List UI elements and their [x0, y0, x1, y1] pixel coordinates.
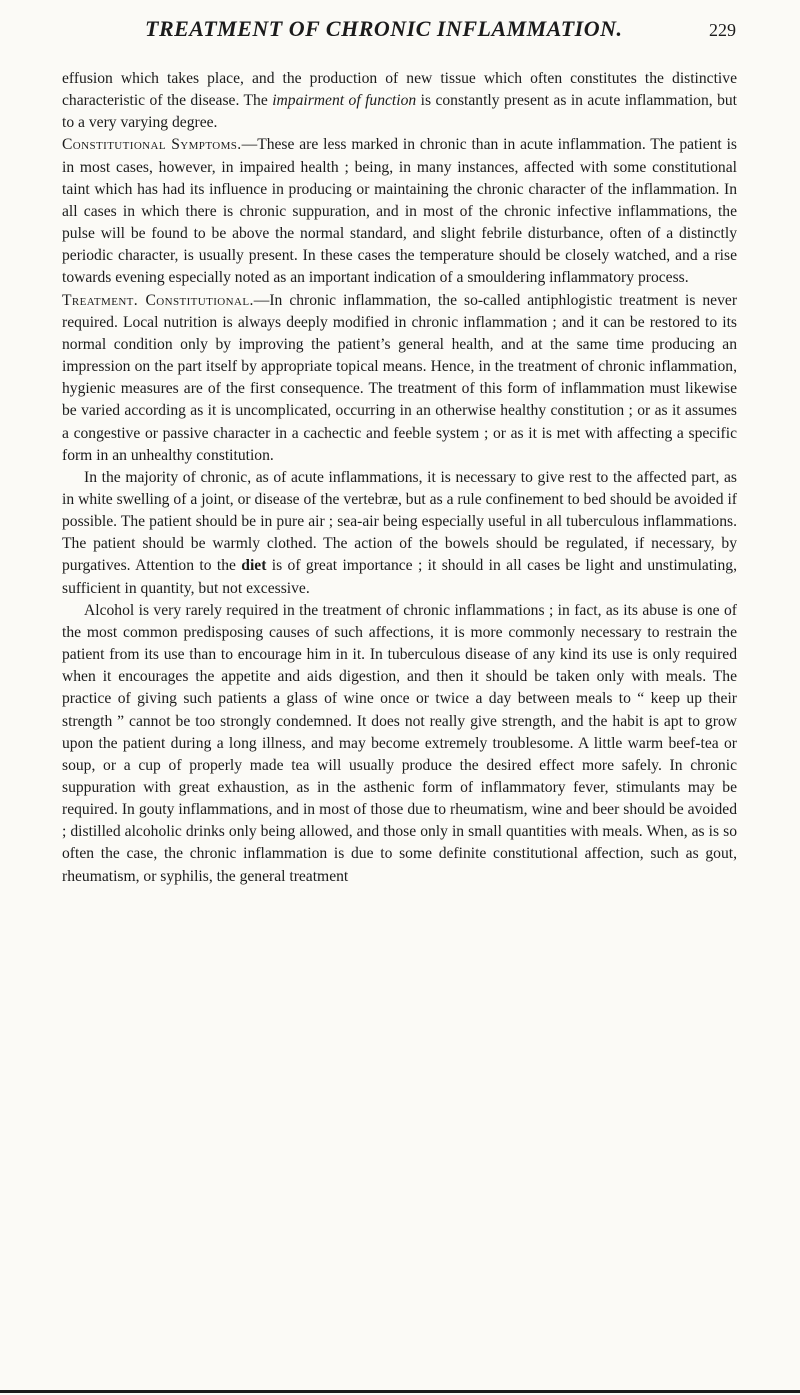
paragraph-effusion [62, 68, 737, 134]
running-title: TREATMENT OF CHRONIC INFLAMMATION. [145, 16, 623, 41]
impairment-of-function-emphasis: impairment of function [272, 92, 417, 110]
running-head [0, 14, 800, 54]
treatment-constitutional-text: —In chronic inflammation, the so-called antiphlogistic treatment is never required. Local nutrition is always deeply modified in chronic inflammation ; and it can be restored to its normal condition only by improving the patient’s general health, and at the same time producing an impression on the part itself by appropriate topical means. Hence, in the treatment of chronic inflammation, hygienic measures are of the first consequence. The treatment of this form of inflammation must likewise be varied according as it is uncomplicated, occurring in an otherwise healthy constitution ; or as it assumes a congestive or passive character in a cachectic and feeble system ; or as it is met with affecting a specific form in an unhealthy constitution. [62, 291, 738, 464]
bottom-rule [0, 1390, 800, 1393]
paragraph-rest-and-diet [62, 467, 737, 600]
paragraph-effusion-text-b: is constantly present as in acute inflammation, but to a very varying degree. [62, 92, 737, 132]
constitutional-symptoms-text: —These are less marked in chronic than in acute inflammation. The patient is in most cases, however, in impaired health ; being, in many instances, affected with some constitutional taint which has had its influence in producing or maintaining the chronic character of the inflammation. In all cases in which there is chronic suppuration, and in most of the chronic infective inflammations, the pulse will be found to be above the normal standard, and slight febrile disturbance, often of a distinctly periodic character, is usually present. In these cases the temperature should be closely watched, and a rise towards evening especially noted as an important indication of a smouldering inflammatory process. [62, 136, 737, 287]
paragraph-effusion-text-a: effusion which takes place, and the production of new tissue which often constitutes the distinctive characteristic of the disease. The [62, 70, 737, 110]
rest-and-diet-text-b: is of great importance ; it should in all cases be light and unstimulating, sufficient in quantity, but not excessive. [62, 557, 737, 597]
treatment-constitutional-heading: Treatment. Constitutional. [62, 291, 254, 309]
paragraph-alcohol [62, 600, 737, 888]
rest-and-diet-text-a: In the majority of chronic, as of acute inflammations, it is necessary to give rest to the affected part, as in white swelling of a joint, or disease of the vertebræ, but as a rule confinement to bed should be avoided if possible. The patient should be in pure air ; sea-air being especially useful in all tuberculous inflammations. The patient should be warmly clothed. The action of the bowels should be regulated, if necessary, by purgatives. Attention to the [62, 468, 737, 575]
page-number: 229 [709, 20, 736, 40]
body-text [62, 68, 737, 888]
paragraph-constitutional-symptoms [62, 134, 737, 289]
alcohol-text: Alcohol is very rarely required in the treatment of chronic inflammations ; in fact, as its abuse is one of the most common predisposing causes of such affections, it is more commonly necessary to restrain the patient from its use than to encourage him in it. In tuberculous disease of any kind its use is only required when it encourages the appetite and aids digestion, and then it should be taken only with meals. The practice of giving such patients a glass of wine once or twice a day between meals to “ keep up their strength ” cannot be too strongly condemned. It does not really give strength, and the habit is apt to grow upon the patient during a long illness, and may become extremely troublesome. A little warm beef-tea or soup, or a cup of properly made tea will usually produce the desired effect more safely. In chronic suppuration with great exhaustion, as in the asthenic form of inflammatory fever, stimulants may be required. In gouty inflammations, and in most of those due to rheumatism, wine and beer should be avoided ; distilled alcoholic drinks only being allowed, and those only in small quantities with meals. When, as is so often the case, the chronic inflammation is due to some definite constitutional affection, such as gout, rheumatism, or syphilis, the general treatment [62, 601, 737, 885]
constitutional-symptoms-heading: Constitutional Symptoms. [62, 136, 242, 154]
diet-bold-term: diet [241, 557, 267, 575]
paragraph-treatment-constitutional [62, 290, 737, 467]
